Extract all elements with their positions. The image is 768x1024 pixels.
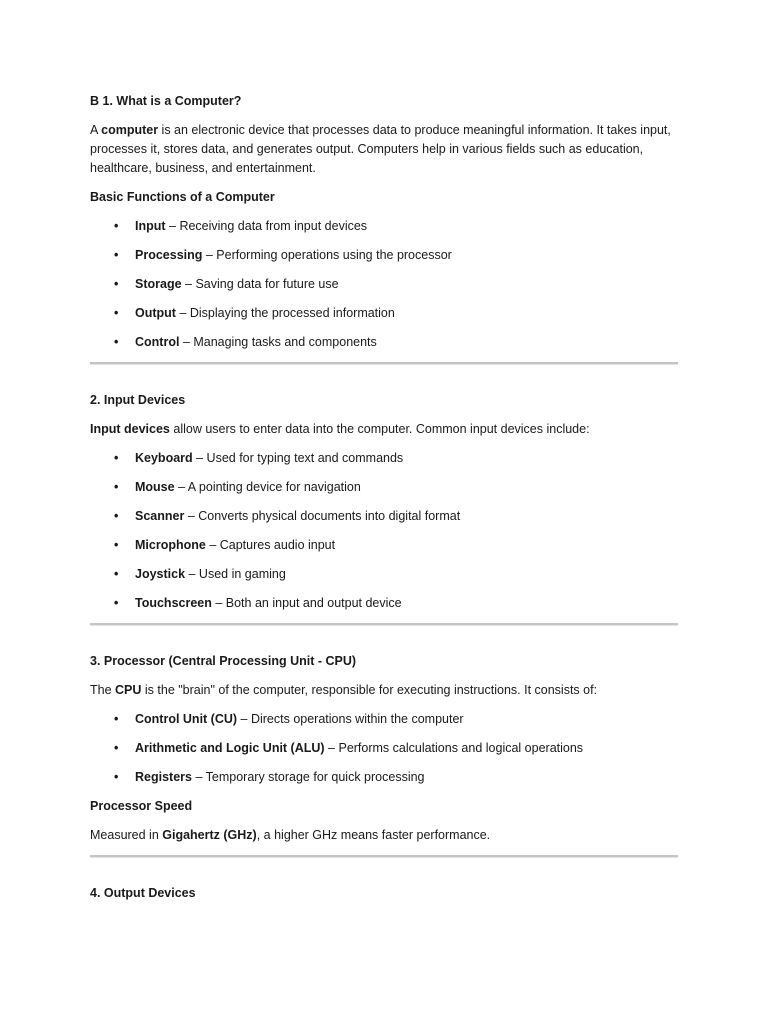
basic-functions-list xyxy=(90,217,678,352)
bullet-icon: • xyxy=(114,335,119,349)
item-term: Output xyxy=(135,306,176,320)
speed-rest: , a higher GHz means faster performance. xyxy=(256,828,491,842)
item-term: Arithmetic and Logic Unit (ALU) xyxy=(135,741,325,755)
intro-bold-term: computer xyxy=(101,123,159,137)
bullet-icon: • xyxy=(114,480,119,494)
section-1-title: B 1. What is a Computer? xyxy=(90,94,242,108)
item-term: Processing xyxy=(135,248,203,262)
item-term: Control xyxy=(135,335,180,349)
section-1-intro xyxy=(90,121,678,178)
list-item xyxy=(90,768,678,787)
list-item xyxy=(90,478,678,497)
list-item xyxy=(90,217,678,236)
item-desc: – Performing operations using the processor xyxy=(202,248,452,262)
item-term: Keyboard xyxy=(135,451,193,465)
bullet-icon: • xyxy=(114,538,119,552)
bullet-icon: • xyxy=(114,277,119,291)
item-desc: – Used in gaming xyxy=(185,567,286,581)
item-desc: – Directs operations within the computer xyxy=(237,712,464,726)
item-term: Registers xyxy=(135,770,192,784)
processor-speed-heading: Processor Speed xyxy=(90,799,193,813)
bullet-icon: • xyxy=(114,567,119,581)
list-item xyxy=(90,594,678,613)
intro-bold-term: CPU xyxy=(115,683,142,697)
section-2-title: 2. Input Devices xyxy=(90,393,186,407)
input-devices-list xyxy=(90,449,678,613)
intro-bold-term: Input devices xyxy=(90,422,170,436)
bullet-icon: • xyxy=(114,219,119,233)
item-term: Storage xyxy=(135,277,182,291)
item-desc: – Captures audio input xyxy=(205,538,336,552)
intro-prefix: A xyxy=(90,123,102,137)
item-desc: – Receiving data from input devices xyxy=(165,219,368,233)
section-4-title: 4. Output Devices xyxy=(90,886,196,900)
item-term: Scanner xyxy=(135,509,185,523)
item-term: Control Unit (CU) xyxy=(135,712,238,726)
item-desc: – Temporary storage for quick processing xyxy=(191,770,425,784)
intro-text: is the "brain" of the computer, responsible for executing instructions. It consists of: xyxy=(141,683,598,697)
list-item xyxy=(90,565,678,584)
processor-speed-text xyxy=(90,826,678,845)
bullet-icon: • xyxy=(114,306,119,320)
item-desc: – Both an input and output device xyxy=(211,596,402,610)
item-desc: – A pointing device for navigation xyxy=(174,480,361,494)
section-divider xyxy=(90,623,678,626)
speed-bold-term: Gigahertz (GHz) xyxy=(162,828,257,842)
bullet-icon: • xyxy=(114,770,119,784)
bullet-icon: • xyxy=(114,509,119,523)
item-term: Joystick xyxy=(135,567,186,581)
list-item xyxy=(90,710,678,729)
list-item xyxy=(90,507,678,526)
section-2-intro xyxy=(90,420,678,439)
item-desc: – Managing tasks and components xyxy=(179,335,377,349)
list-item xyxy=(90,536,678,555)
item-term: Touchscreen xyxy=(135,596,212,610)
list-item xyxy=(90,304,678,323)
list-item xyxy=(90,275,678,294)
intro-prefix: The xyxy=(90,683,116,697)
item-term: Microphone xyxy=(135,538,206,552)
list-item xyxy=(90,246,678,265)
list-item xyxy=(90,739,678,758)
intro-text: allow users to enter data into the computer. Common input devices include: xyxy=(169,422,590,436)
bullet-icon: • xyxy=(114,741,119,755)
item-term: Input xyxy=(135,219,166,233)
item-desc: – Displaying the processed information xyxy=(175,306,395,320)
item-desc: – Performs calculations and logical operations xyxy=(324,741,584,755)
section-divider xyxy=(90,855,678,858)
bullet-icon: • xyxy=(114,712,119,726)
cpu-components-list xyxy=(90,710,678,787)
intro-text: is an electronic device that processes data to produce meaningful information. It takes input, processes it, stores data, and generates output. Computers help in various fields such as education, healthcare, business, and entertainment. xyxy=(90,123,671,175)
item-desc: – Used for typing text and commands xyxy=(192,451,404,465)
basic-functions-heading: Basic Functions of a Computer xyxy=(90,190,275,204)
bullet-icon: • xyxy=(114,248,119,262)
speed-prefix: Measured in xyxy=(90,828,163,842)
item-term: Mouse xyxy=(135,480,175,494)
section-3-title: 3. Processor (Central Processing Unit - CPU) xyxy=(90,654,357,668)
list-item xyxy=(90,333,678,352)
bullet-icon: • xyxy=(114,451,119,465)
bullet-icon: • xyxy=(114,596,119,610)
list-item xyxy=(90,449,678,468)
section-3-intro xyxy=(90,681,678,700)
section-divider xyxy=(90,362,678,365)
item-desc: – Converts physical documents into digital format xyxy=(184,509,461,523)
item-desc: – Saving data for future use xyxy=(181,277,339,291)
